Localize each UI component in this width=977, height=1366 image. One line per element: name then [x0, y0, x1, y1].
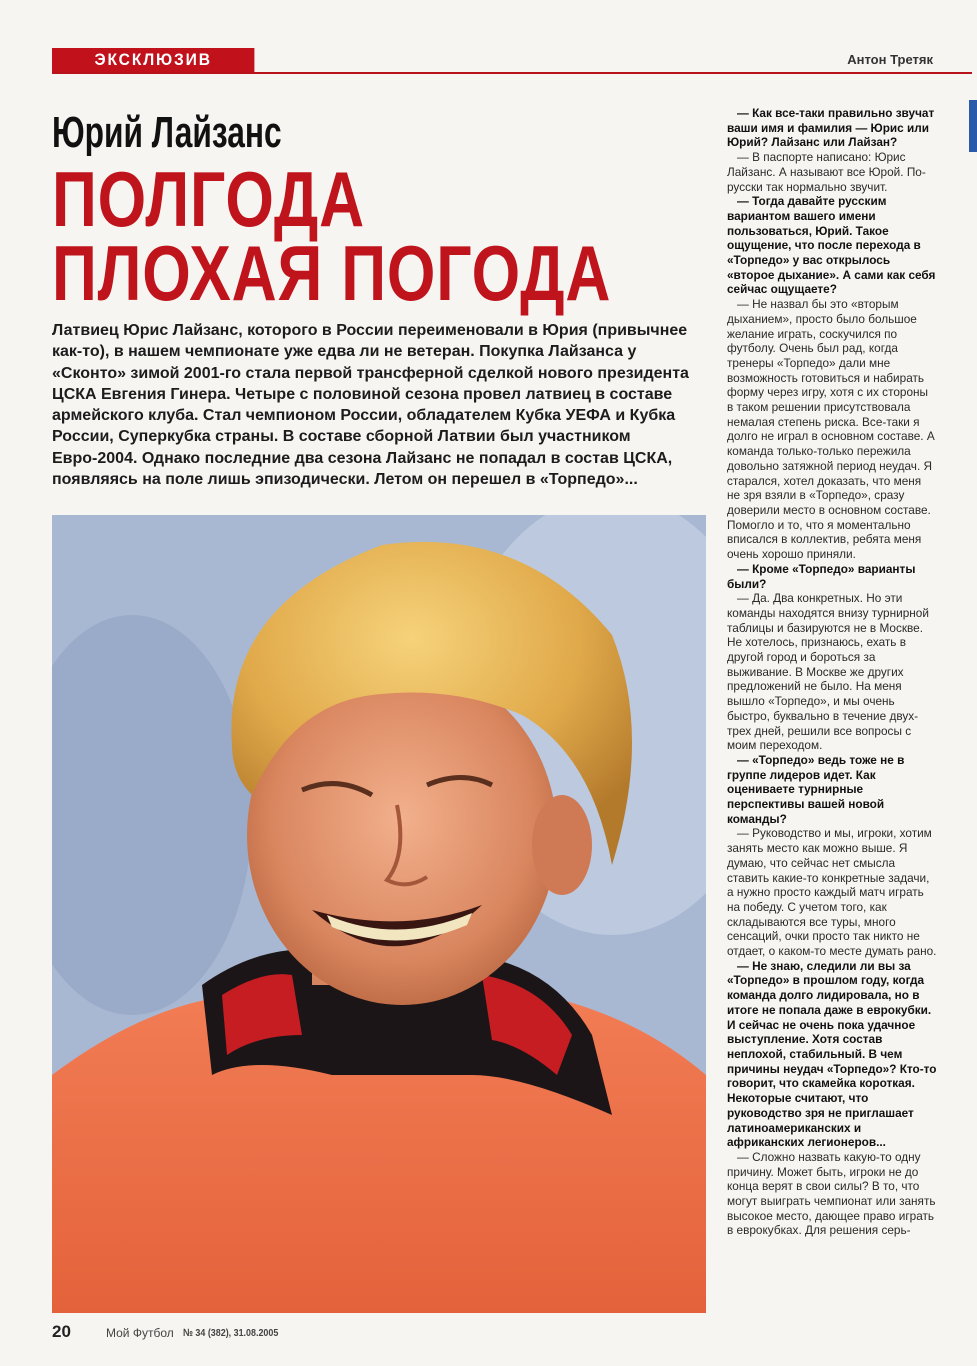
rubric-label: ЭКСКЛЮЗИВ	[52, 48, 254, 72]
article-headline	[52, 155, 612, 317]
subject-name: Юрий Лайзанс	[52, 108, 282, 157]
interview-answer: — В паспорте написано: Юрис Лайзанс. А называют все Юрой. По-русски так нормально звучит.	[727, 150, 926, 194]
interview-question: — Как все-таки правильно звучат ваши имя и фамилия — Юрис или Юрий? Лайзанс или Лайзан?	[727, 106, 935, 150]
issue-info: № 34 (382), 31.08.2005	[183, 1327, 279, 1339]
player-photo	[52, 515, 706, 1313]
interview-question: — Не знаю, следили ли вы за «Торпедо» в прошлом году, когда команда долго лидировала, но в итоге не попала даже в еврокубки. И сейчас не очень пока удачное выступление. Хотя состав неплохой, стабильный. В чем причины неудач «Торпедо»? Кто-то говорит, что скамейка короткая. Некоторые считают, что руководство зря не приглашает латиноамериканских и африканских легионеров...	[727, 958, 937, 1150]
interview-answer: — Сложно назвать какую-то одну причину. Может быть, игроки не до конца верят в свои силы? В то, что могут выиграть чемпионат или занять высокое место, дающее право играть в еврокубках. Для решения серь-	[727, 1149, 936, 1238]
page-number: 20	[52, 1322, 71, 1341]
interview-column	[727, 106, 937, 1238]
player-portrait-illustration	[52, 515, 706, 1313]
headline-line-1: ПОЛГОДА	[52, 155, 365, 243]
interview-answer: — Руководство и мы, игроки, хотим занять место как можно выше. Я думаю, что сейчас нет смысла ставить какие-то конкретные задачи, а нужно просто каждый матч играть на победу. С учетом того, как складываются все туры, много сенсаций, очки просто так никто не отдает, о каком-то месте думать рано.	[727, 826, 937, 959]
interview-answer: — Не назвал бы это «вторым дыханием», просто было большое желание играть, соскучился по футболу. Очень был рад, когда тренеры «Торпедо» дали мне возможность готовиться и набирать форму через игру, хотя с их стороны в таком решении присутствовала немалая степень риска. Все-таки я долго не играл в основном составе. А команда только-только пережила довольно затяжной период неудач. Я старался, хотел доказать, что меня не зря взяли в «Торпедо», сразу доверили место в основном составе. Помогло и то, что я моментально вписался в коллектив, ребята меня очень хорошо приняли.	[727, 297, 935, 562]
interview-question: — Тогда давайте русским вариантом вашего имени пользоваться, Юрий. Такое ощущение, что после перехода в «Торпедо» у вас открылось «второе дыхание». А сами как себя сейчас ощущаете?	[727, 194, 936, 297]
lead-paragraph: Латвиец Юрис Лайзанс, которого в России переименовали в Юрия (привычнее как-то), в нашем чемпионате уже едва ли не ветеран. Покупка Лайзанса у «Сконто» зимой 2001-го стала первой трансферной сделкой нового президента ЦСКА Евгения Гинера. Четыре с половиной сезона провел латвиец в составе армейского клуба. Стал чемпионом России, обладателем Кубка УЕФА и Кубка России, Суперкубка страны. В составе сборной Латвии был участником Евро-2004. Однако последние два сезона Лайзанс не попадал в состав ЦСКА, появляясь на поле лишь эпизодически. Летом он перешел в «Торпедо»...	[52, 322, 689, 489]
interview-question: — «Торпедо» ведь тоже не в группе лидеров идет. Как оцениваете турнирные перспективы вашей новой команды?	[727, 752, 905, 826]
interview-answer: — Да. Два конкретных. Но эти команды находятся внизу турнирной таблицы и базируются не в Москве. Не хотелось, признаюсь, ехать в другой город и бороться за выживание. В Москве же других предложений не было. На меня вышло «Торпедо», и мы очень быстро, буквально в течение двух-трех дней, решили все вопросы с моим переходом.	[727, 591, 929, 753]
author-name: Антон Третяк	[847, 52, 933, 67]
magazine-name: Мой Футбол	[106, 1326, 174, 1340]
headline-line-2: ПЛОХАЯ ПОГОДА	[52, 229, 612, 317]
interview-question: — Кроме «Торпедо» варианты были?	[727, 561, 916, 591]
page-edge-tab	[969, 100, 977, 152]
